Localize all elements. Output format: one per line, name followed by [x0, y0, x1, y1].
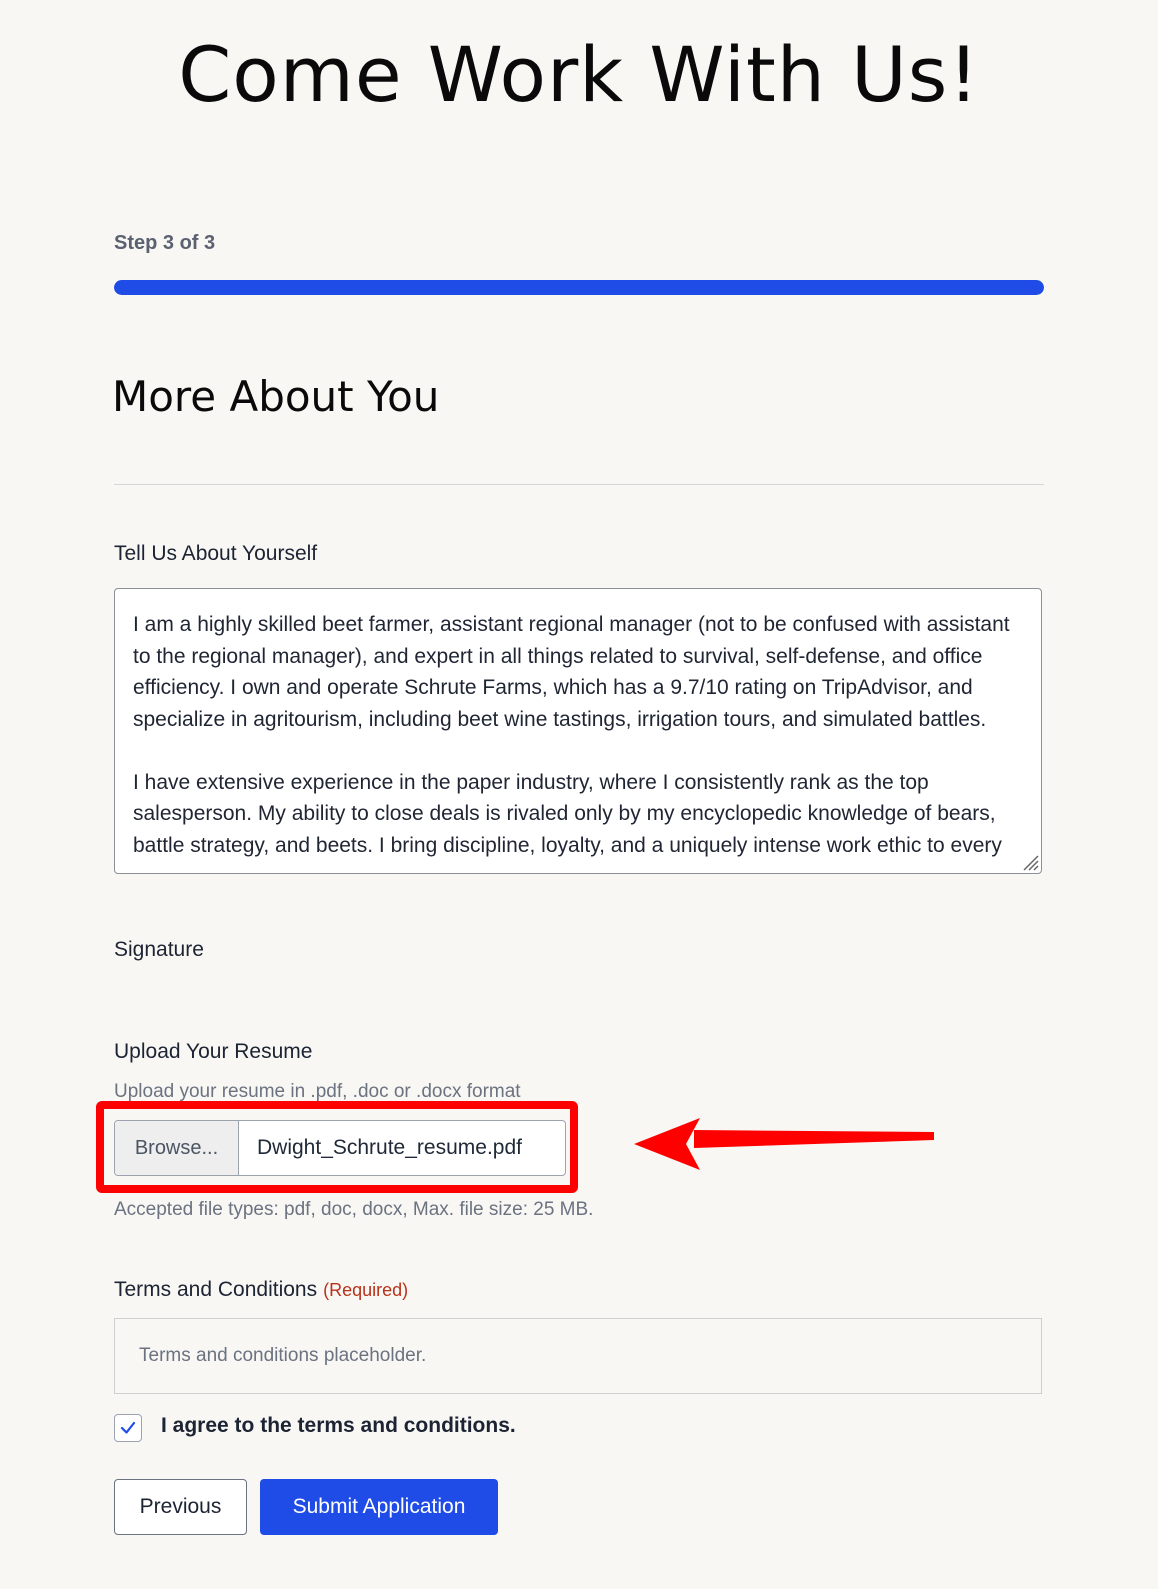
signature-label: Signature: [114, 938, 204, 961]
about-label: Tell Us About Yourself: [114, 542, 318, 565]
submit-button[interactable]: Submit Application: [260, 1479, 498, 1535]
checkmark-icon: [118, 1418, 138, 1438]
step-indicator: Step 3 of 3: [114, 232, 216, 254]
previous-button[interactable]: Previous: [114, 1479, 247, 1535]
progress-bar: [114, 280, 1044, 295]
agree-label[interactable]: I agree to the terms and conditions.: [161, 1414, 516, 1437]
page-title: Come Work With Us!: [178, 30, 980, 119]
annotation-highlight-box: [96, 1101, 578, 1193]
terms-placeholder: Terms and conditions placeholder.: [139, 1345, 427, 1366]
about-textarea[interactable]: [114, 588, 1042, 874]
agree-checkbox[interactable]: [114, 1414, 142, 1442]
terms-content: [114, 1318, 1042, 1394]
terms-label: [114, 1278, 408, 1302]
resume-description: Upload your resume in .pdf, .doc or .docx format: [114, 1081, 521, 1102]
required-indicator: (Required): [323, 1280, 409, 1300]
section-divider: [114, 484, 1044, 485]
progress-bar-fill: [114, 280, 1044, 295]
terms-label-text: Terms and Conditions: [114, 1278, 318, 1301]
resume-label: Upload Your Resume: [114, 1040, 313, 1063]
selected-file-name: Dwight_Schrute_resume.pdf: [257, 1136, 522, 1159]
browse-button[interactable]: Browse...: [115, 1121, 239, 1175]
section-title: More About You: [112, 372, 440, 421]
annotation-arrow-icon: [634, 1116, 940, 1172]
resize-handle-icon[interactable]: [1021, 853, 1039, 871]
accepted-file-types: Accepted file types: pdf, doc, docx, Max. file size: 25 MB.: [114, 1199, 594, 1220]
about-text: I am a highly skilled beet farmer, assistant regional manager (not to be confused with assistant to the regional manager), and expert in all things related to survival, self-defense, and office efficiency. I own and operate Schrute Farms, which has a 9.7/10 rating on TripAdvisor, and specialize in agritourism, including beet wine tastings, irrigation tours, and simulated battles. I have extensive experience in the paper industry, where I consistently rank as the top salesperson. My ability to close deals is rivaled only by my encyclopedic knowledge of bears, battle strategy, and beets. I bring discipline, loyalty, and a uniquely intense work ethic to every: [133, 613, 1010, 857]
